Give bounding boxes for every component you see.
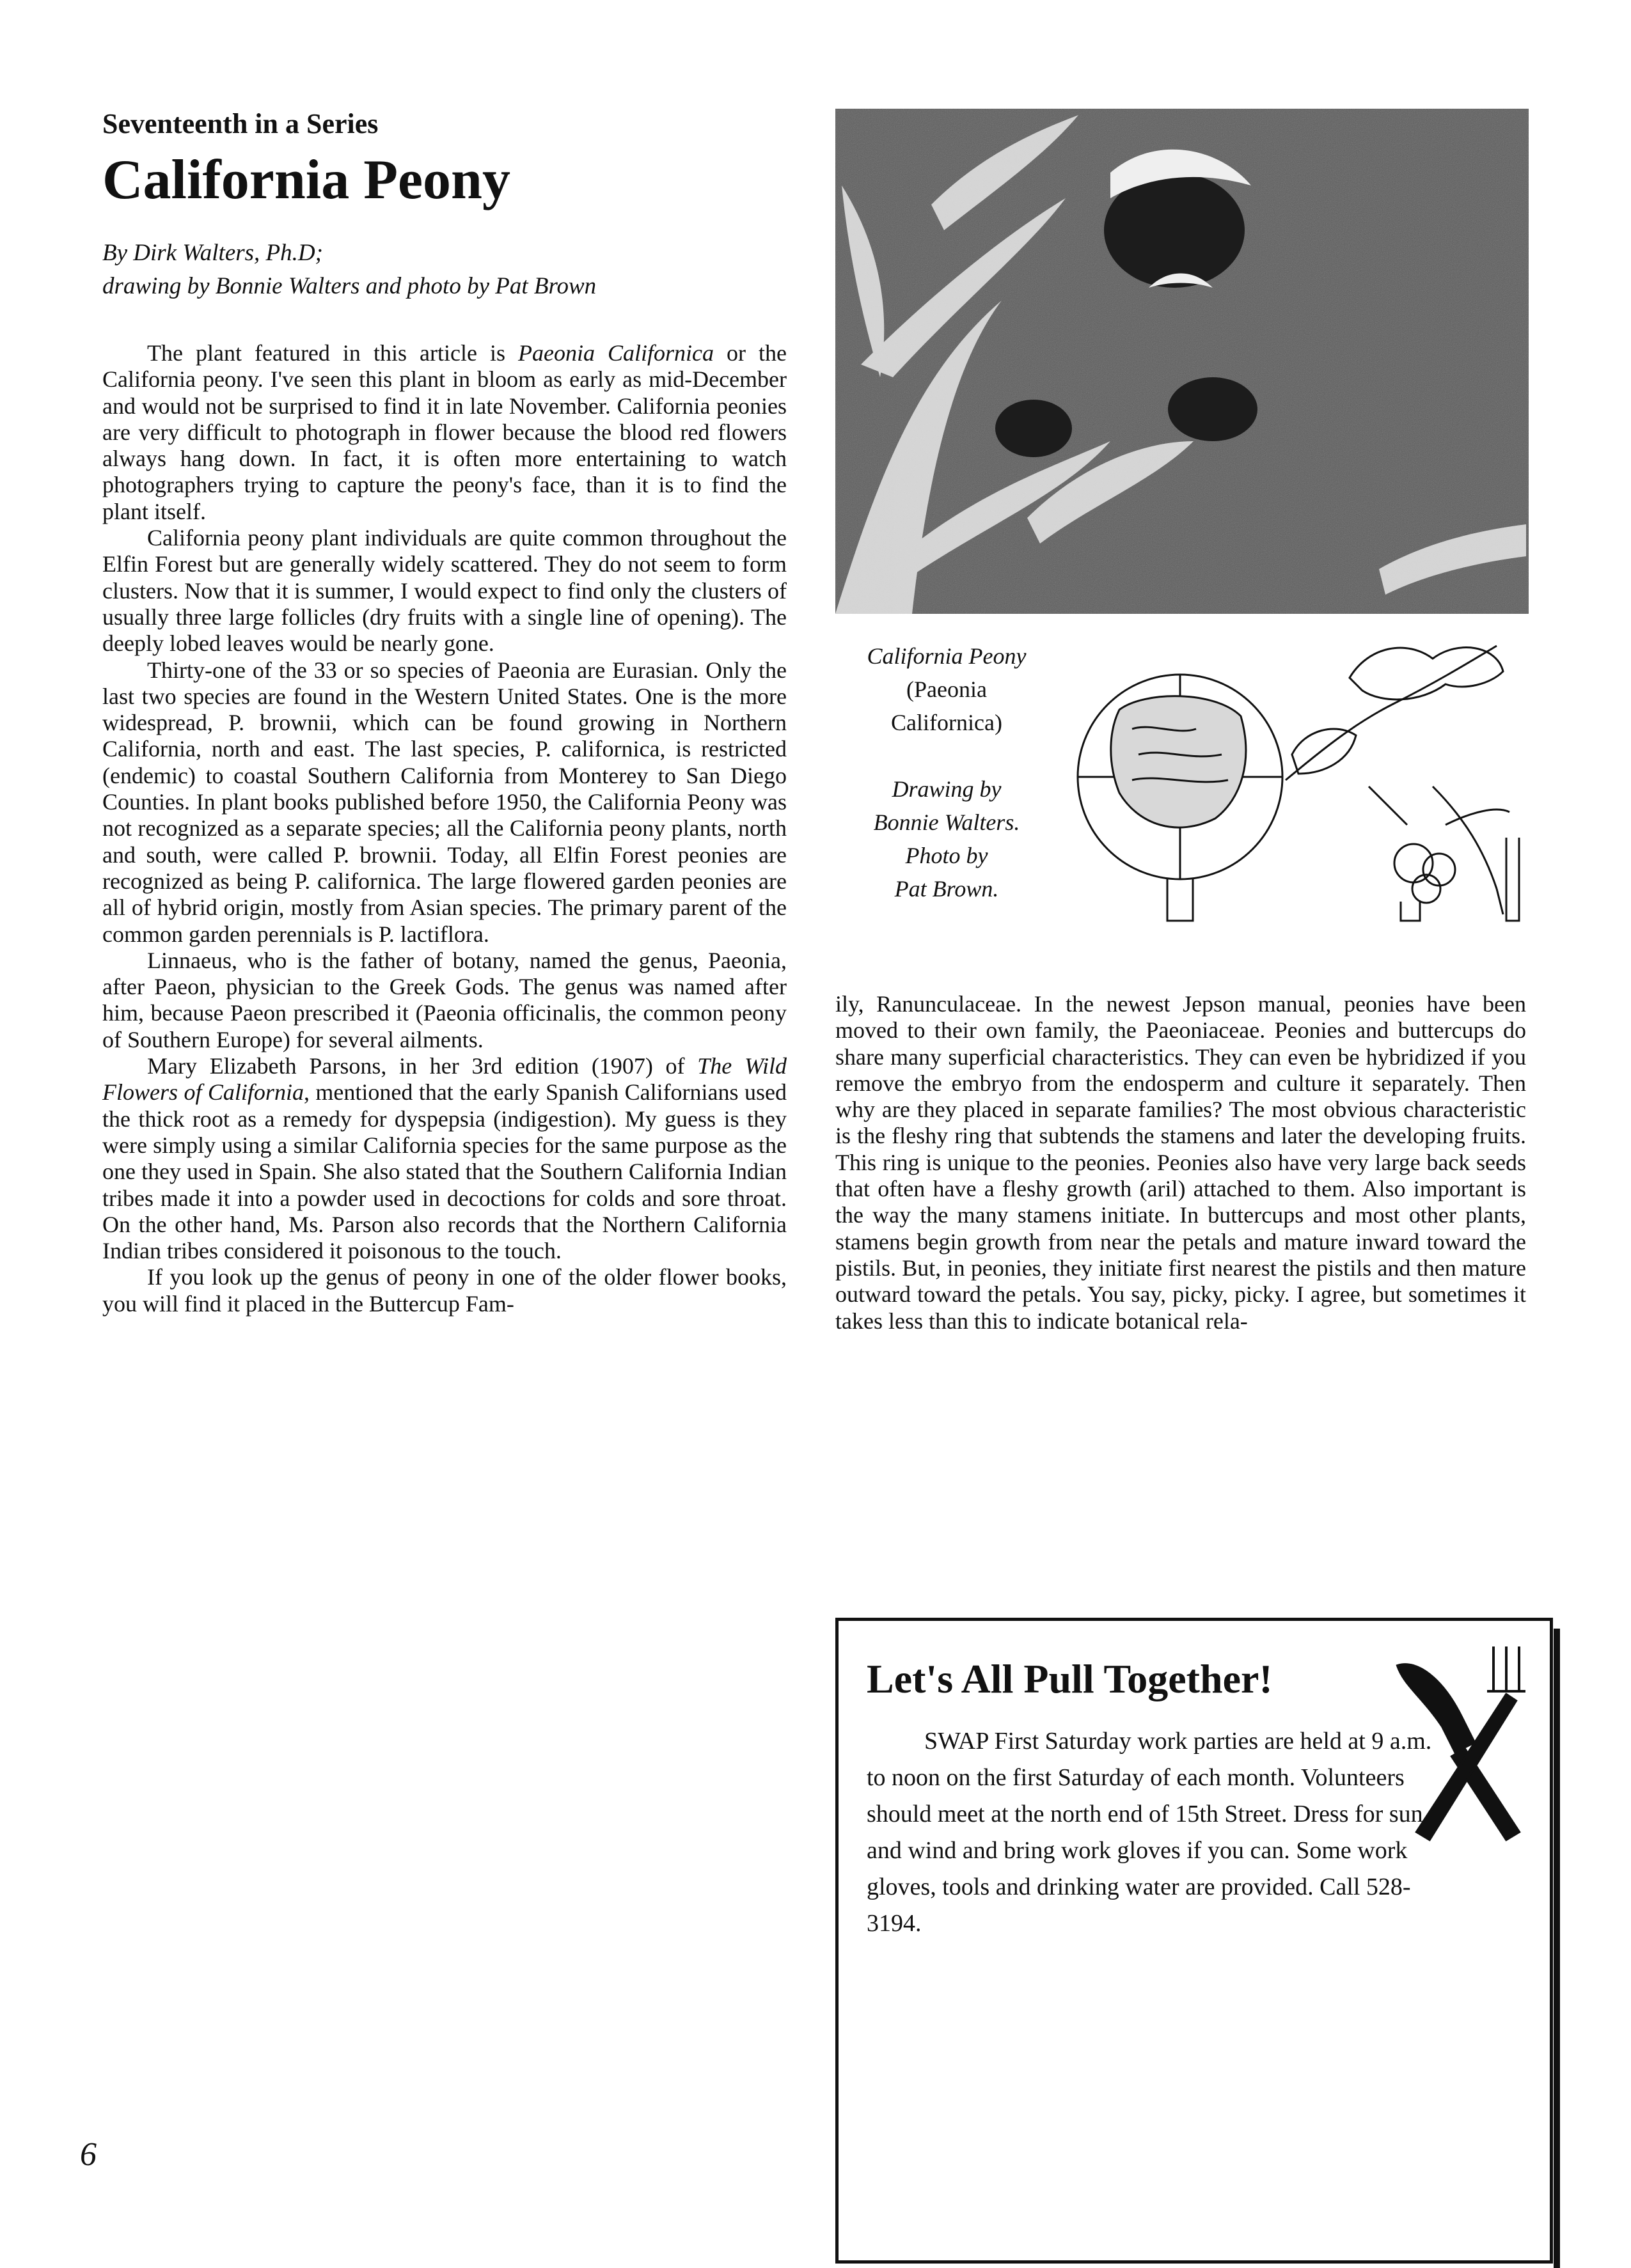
paragraph-5 (102, 1053, 787, 1264)
species-name: Paeonia Californica (517, 340, 714, 366)
paragraph-6-continued: ily, Ranunculaceae. In the newest Jepson manual, peonies have been moved to their own family, the Paeoniaceae. Peonies and buttercups do share many superficial characteristics. They can even be hybridized if you remove the embryo from the endosperm and culture it separately. Then why are they placed in separate families? The most obvious characteristic is the fleshy ring that subtends the stamens and later the developing fruits. This ring is unique to the peonies. Peonies also have very large back seeds that often have a fleshy growth (aril) attached to them. Also important is the way the many stamens initiate. In buttercups and most other plants, stamens begin growth from near the petals and mature inward toward the pistils. But, in peonies, they initiate first nearest the pistils and then mature outward toward the petals. You say, picky, picky. I agree, but sometimes it takes less than this to indicate botanical rela- (835, 991, 1526, 1334)
page-number: 6 (80, 2136, 97, 2173)
paragraph-6: If you look up the genus of peony in one of the older flower books, you will find it placed in the Buttercup Fam- (102, 1264, 787, 1317)
box-title: Let's All Pull Together! (867, 1656, 1273, 1701)
caption-photo-credit-1: Photo by (905, 843, 988, 868)
paragraph-1-start: The plant featured in this article is (147, 340, 518, 366)
caption-drawing-credit-2: Bonnie Walters. (873, 809, 1020, 835)
article-title: California Peony (102, 149, 510, 211)
paragraph-1-rest: or the California peony. I've seen this plant in bloom as early as mid-December and would not be surprised to find it in late November. California peonies are very difficult to photograph in flower because the blood red flowers always hang down. In fact, it is often more entertaining to watch photographers trying to capture the peony's face, than it is to find the plant itself. (102, 340, 787, 524)
paragraph-1 (102, 340, 787, 525)
paragraph-5-start: Mary Elizabeth Parsons, in her 3rd edition (1907) of (147, 1053, 698, 1079)
box-body: SWAP First Saturday work parties are held at 9 a.m. to noon on the first Saturday of each month. Volunteers should meet at the north end of 15th Street. Dress for sun and wind and bring work gloves if you can. Some work gloves, tools and drinking water are provided. Call 528-3194. (867, 1728, 1432, 1937)
byline-author: By Dirk Walters, Ph.D; (102, 240, 323, 266)
caption-scientific-name-2: Californica) (891, 710, 1002, 735)
paragraph-4: Linnaeus, who is the father of botany, named the genus, Paeonia, after Paeon, physician to the Greek Gods. The genus was named after him, because Paeon prescribed it (Paeonia officinalis, the common peony of Southern Europe) for several ailments. (102, 947, 787, 1052)
paragraph-5-rest: , mentioned that the early Spanish Californians used the thick root as a remedy for dyspepsia (indigestion). My guess is they were simply using a similar California species for the same purpose as the one they used in Spain. She also stated that the Southern California Indian tribes made it into a powder used in decoctions for colds and sore throat. On the other hand, Ms. Parson also records that the Northern California Indian tribes considered it poisonous to the touch. (102, 1079, 787, 1264)
work-party-box (835, 1618, 1553, 2264)
paragraph-2: California peony plant individuals are quite common throughout the Elfin Forest but are generally widely scattered. They do not seem to form clusters. Now that it is summer, I would expect to find only the clusters of usually three large follicles (dry fruits with a single line of opening). The deeply lobed leaves would be nearly gone. (102, 525, 787, 657)
article-right-column (835, 991, 1526, 1334)
photo-caption (831, 639, 1062, 905)
byline-credits: drawing by Bonnie Walters and photo by Pat Brown (102, 273, 597, 299)
peony-drawing (1049, 633, 1535, 934)
caption-common-name: California Peony (867, 643, 1027, 669)
article-left-column (102, 340, 787, 1317)
garden-tools-icon (1391, 1640, 1538, 1845)
caption-drawing-credit-1: Drawing by (892, 776, 1002, 802)
caption-spacer (831, 739, 1062, 772)
peony-photo (835, 109, 1529, 614)
paragraph-3: Thirty-one of the 33 or so species of Paeonia are Eurasian. Only the last two species are found in the Western United States. One is the more widespread, P. brownii, which can be found growing in Northern California, north and east. The last species, P. californica, is restricted (endemic) to coastal Southern California from Monterey to San Diego Counties. In plant books published before 1950, the California Peony was not recognized as a separate species; all the California peony plants, north and south, were called P. brownii. Today, all Elfin Forest peonies are recognized as being P. californica. The large flowered garden peonies are all of hybrid origin, mostly from Asian species. The primary parent of the common garden perennials is P. lactiflora. (102, 657, 787, 947)
book-title: The Wild Flowers of California (102, 1053, 787, 1106)
byline (102, 237, 596, 303)
caption-photo-credit-2: Pat Brown. (894, 876, 999, 902)
caption-scientific-name-1: (Paeonia (906, 676, 987, 702)
series-label: Seventeenth in a Series (102, 108, 379, 139)
